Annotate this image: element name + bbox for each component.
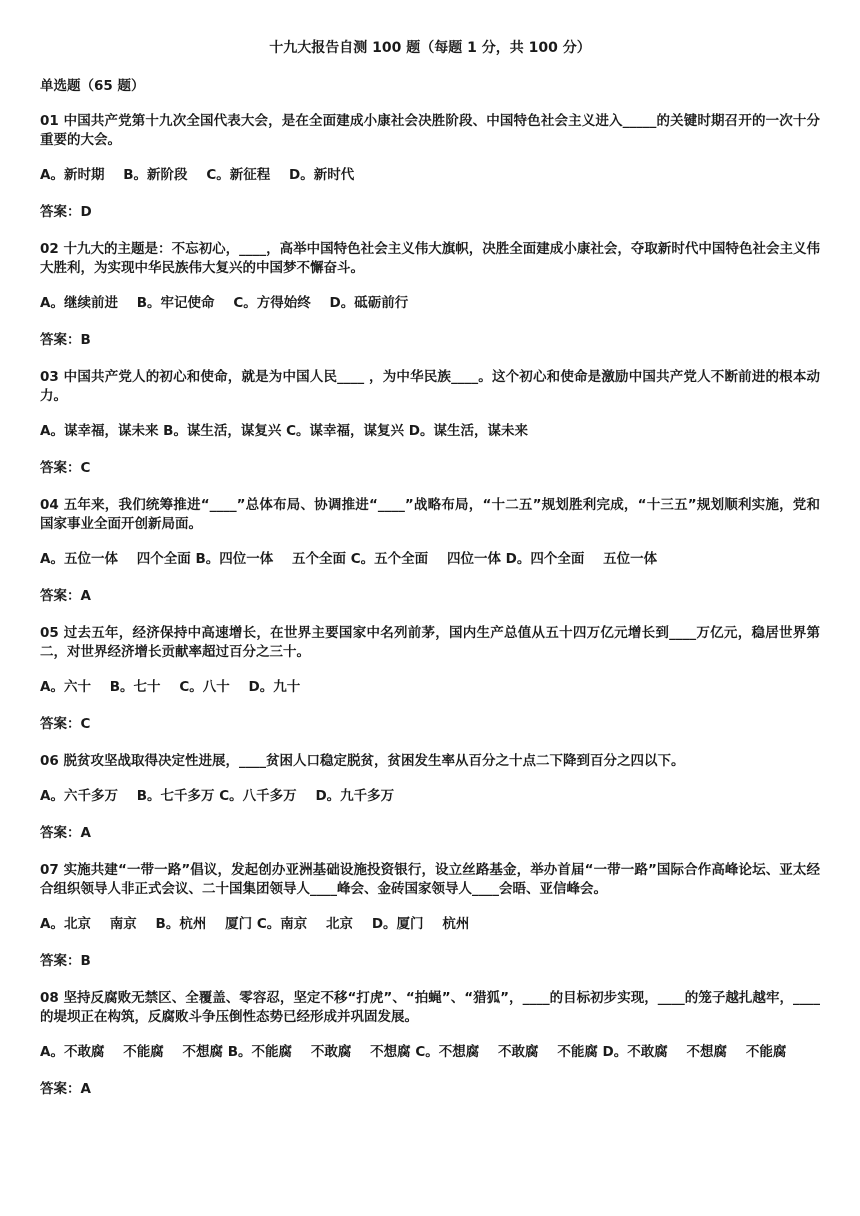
question-text: 05 过去五年，经济保持中高速增长，在世界主要国家中名列前茅，国内生产总值从五十四万亿元增长到____万亿元，稳居世界第二，对世界经济增长贡献率超过百分之三十。 xyxy=(40,625,820,660)
question-options: A。六十 B。七十 C。八十 D。九十 xyxy=(40,679,301,695)
question-item xyxy=(40,752,820,843)
section-heading: 单选题（65 题） xyxy=(40,78,145,94)
question-options: A。谋幸福，谋未来 B。谋生活，谋复兴 C。谋幸福，谋复兴 D。谋生活，谋未来 xyxy=(40,423,528,439)
document-title: 十九大报告自测 100 题（每题 1 分，共 100 分） xyxy=(269,40,591,56)
question-answer: 答案：A xyxy=(40,1081,91,1097)
question-options: A。继续前进 B。牢记使命 C。方得始终 D。砥砺前行 xyxy=(40,295,409,311)
question-text: 02 十九大的主题是：不忘初心，____，高举中国特色社会主义伟大旗帜，决胜全面建成小康社会，夺取新时代中国特色社会主义伟大胜利，为实现中华民族伟大复兴的中国梦不懈奋斗。 xyxy=(40,241,820,276)
question-answer: 答案：D xyxy=(40,204,92,220)
question-text: 04 五年来，我们统筹推进“____”总体布局、协调推进“____”战略布局，“十二五”规划胜利完成，“十三五”规划顺利实施，党和国家事业全面开创新局面。 xyxy=(40,497,820,532)
question-options: A。不敢腐 不能腐 不想腐 B。不能腐 不敢腐 不想腐 C。不想腐 不敢腐 不能腐 D。不敢腐 不想腐 不能腐 xyxy=(40,1044,787,1060)
question-item xyxy=(40,112,820,222)
question-text: 08 坚持反腐败无禁区、全覆盖、零容忍，坚定不移“打虎”、“拍蝇”、“猎狐”，____的目标初步实现，____的笼子越扎越牢，____的堤坝正在构筑，反腐败斗争压倒性态势已经形成并巩固发展。 xyxy=(40,990,820,1025)
question-options: A。六千多万 B。七千多万 C。八千多万 D。九千多万 xyxy=(40,788,395,804)
question-answer: 答案：B xyxy=(40,953,91,969)
question-item xyxy=(40,240,820,350)
question-options: A。北京 南京 B。杭州 厦门 C。南京 北京 D。厦门 杭州 xyxy=(40,916,470,932)
question-item xyxy=(40,624,820,734)
question-item xyxy=(40,368,820,478)
question-item xyxy=(40,496,820,606)
question-answer: 答案：A xyxy=(40,825,91,841)
question-text: 07 实施共建“一带一路”倡议，发起创办亚洲基础设施投资银行，设立丝路基金，举办首届“一带一路”国际合作高峰论坛、亚太经合组织领导人非正式会议、二十国集团领导人____峰会、金砖国家领导人____会晤、亚信峰会。 xyxy=(40,862,820,897)
question-text: 03 中国共产党人的初心和使命，就是为中国人民____ ，为中华民族____。这个初心和使命是激励中国共产党人不断前进的根本动力。 xyxy=(40,369,820,404)
question-answer: 答案：C xyxy=(40,716,91,732)
question-answer: 答案：B xyxy=(40,332,91,348)
question-text: 06 脱贫攻坚战取得决定性进展，____贫困人口稳定脱贫，贫困发生率从百分之十点二下降到百分之四以下。 xyxy=(40,753,685,769)
question-options: A。新时期 B。新阶段 C。新征程 D。新时代 xyxy=(40,167,355,183)
question-text: 01 中国共产党第十九次全国代表大会，是在全面建成小康社会决胜阶段、中国特色社会主义进入_____的关键时期召开的一次十分重要的大会。 xyxy=(40,113,820,148)
question-options: A。五位一体 四个全面 B。四位一体 五个全面 C。五个全面 四位一体 D。四个全面 五位一体 xyxy=(40,551,658,567)
question-item xyxy=(40,989,820,1099)
question-answer: 答案：A xyxy=(40,588,91,604)
question-answer: 答案：C xyxy=(40,460,91,476)
question-item xyxy=(40,861,820,971)
